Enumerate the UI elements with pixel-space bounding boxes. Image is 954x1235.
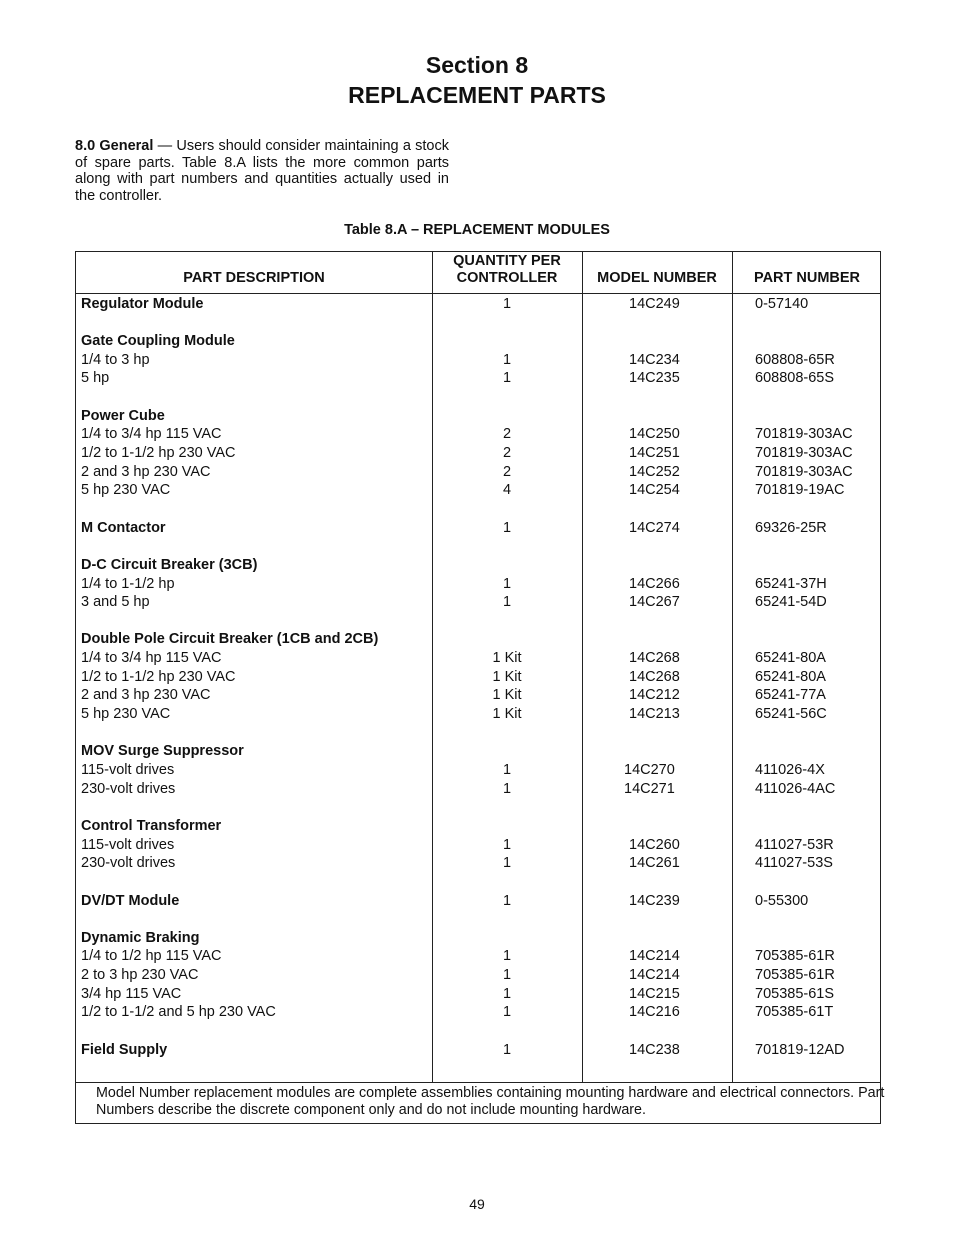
quantity-cell: 4 — [502, 482, 512, 498]
model-number-cell: 14C267 — [629, 594, 680, 610]
section-heading: Section 8 — [425, 52, 529, 78]
part-description-cell: 230-volt drives — [81, 781, 176, 797]
model-number-cell: 14C268 — [629, 650, 680, 666]
part-description-cell: 1/4 to 3/4 hp 115 VAC — [81, 650, 222, 666]
part-number-cell: 705385-61R — [755, 967, 835, 983]
part-description-cell: Power Cube — [81, 408, 165, 424]
table-row — [76, 369, 880, 387]
general-heading: 8.0 General — [75, 138, 154, 154]
table-row — [76, 668, 880, 686]
model-number-cell: 14C212 — [629, 687, 680, 703]
part-number-cell: 608808-65R — [755, 352, 835, 368]
quantity-cell: 1 — [502, 837, 512, 853]
note-divider — [76, 1082, 880, 1083]
model-number-cell: 14C215 — [629, 986, 680, 1002]
part-number-cell: 701819-303AC — [755, 426, 853, 442]
table-row — [76, 836, 880, 854]
quantity-cell: 1 — [502, 370, 512, 386]
part-description-cell: Dynamic Braking — [81, 930, 200, 946]
quantity-cell: 1 — [502, 594, 512, 610]
table-row — [76, 761, 880, 779]
part-description-cell: 3/4 hp 115 VAC — [81, 986, 182, 1002]
model-number-cell: 14C254 — [629, 482, 680, 498]
model-number-cell: 14C239 — [629, 893, 680, 909]
part-number-cell: 65241-56C — [755, 706, 827, 722]
table-row — [76, 575, 880, 593]
quantity-cell: 1 — [502, 855, 512, 871]
model-number-cell: 14C234 — [629, 352, 680, 368]
quantity-cell: 1 — [502, 762, 512, 778]
quantity-cell: 1 — [502, 986, 512, 1002]
model-number-cell: 14C250 — [629, 426, 680, 442]
model-number-cell: 14C249 — [629, 296, 680, 312]
part-description-cell: 1/2 to 1-1/2 hp 230 VAC — [81, 445, 236, 461]
table-row — [76, 854, 880, 872]
header-quantity-line1: QUANTITY PER — [453, 253, 561, 269]
part-number-cell: 701819-12AD — [755, 1042, 845, 1058]
table-row — [76, 966, 880, 984]
table-row — [76, 407, 880, 425]
table-row — [76, 892, 880, 910]
quantity-cell: 2 — [502, 445, 512, 461]
part-description-cell: 115-volt drives — [81, 837, 175, 853]
model-number-cell: 14C268 — [629, 669, 680, 685]
quantity-cell: 1 — [502, 948, 512, 964]
model-number-cell: 14C252 — [629, 464, 680, 480]
model-number-cell: 14C266 — [629, 576, 680, 592]
part-description-cell: 3 and 5 hp — [81, 594, 150, 610]
model-number-cell: 14C214 — [629, 967, 680, 983]
part-description-cell: 2 to 3 hp 230 VAC — [81, 967, 199, 983]
header-part-description: PART DESCRIPTION — [183, 270, 325, 286]
header-divider — [76, 293, 880, 294]
part-number-cell: 0-57140 — [755, 296, 809, 312]
part-description-cell: 1/2 to 1-1/2 and 5 hp 230 VAC — [81, 1004, 276, 1020]
table-row — [76, 630, 880, 648]
part-number-cell: 701819-19AC — [755, 482, 845, 498]
quantity-cell: 1 Kit — [492, 650, 522, 666]
part-description-cell: 230-volt drives — [81, 855, 176, 871]
table-row — [76, 1041, 880, 1059]
part-number-cell: 65241-37H — [755, 576, 827, 592]
quantity-cell: 1 — [502, 1042, 512, 1058]
table-row — [76, 742, 880, 760]
page-title: REPLACEMENT PARTS — [348, 82, 606, 108]
part-description-cell: 2 and 3 hp 230 VAC — [81, 687, 211, 703]
header-model-number: MODEL NUMBER — [597, 270, 717, 286]
part-description-cell: 1/4 to 3 hp — [81, 352, 150, 368]
part-number-cell: 608808-65S — [755, 370, 835, 386]
part-number-cell: 411027-53R — [755, 837, 834, 853]
replacement-modules-table — [75, 251, 885, 1124]
model-number-cell: 14C270 — [624, 762, 675, 778]
part-number-cell: 705385-61R — [755, 948, 835, 964]
part-description-cell: M Contactor — [81, 520, 166, 536]
table-caption: Table 8.A – REPLACEMENT MODULES — [344, 222, 610, 238]
model-number-cell: 14C216 — [629, 1004, 680, 1020]
model-number-cell: 14C213 — [629, 706, 680, 722]
table-row — [76, 1003, 880, 1021]
part-description-cell: 1/4 to 1-1/2 hp — [81, 576, 175, 592]
table-row — [76, 649, 880, 667]
part-description-cell: 1/2 to 1-1/2 hp 230 VAC — [81, 669, 236, 685]
part-number-cell: 0-55300 — [755, 893, 809, 909]
quantity-cell: 2 — [502, 426, 512, 442]
page-number: 49 — [469, 1196, 485, 1212]
model-number-cell: 14C260 — [629, 837, 680, 853]
table-row — [76, 780, 880, 798]
general-text: — Users should consider maintaining a stock of spare parts. Table 8.A lists the more common parts along with part numbers and quantities actually used in the controller. — [75, 138, 449, 204]
table-row — [76, 444, 880, 462]
table-footnote: Model Number replacement modules are complete assemblies containing mounting hardware and electrical connectors. Part Numbers describe the discrete component only and do not include mounting hardware. — [96, 1085, 885, 1118]
part-description-cell: D-C Circuit Breaker (3CB) — [81, 557, 258, 573]
header-quantity-line2: CONTROLLER — [456, 270, 558, 286]
part-number-cell: 701819-303AC — [755, 464, 853, 480]
part-number-cell: 69326-25R — [755, 520, 827, 536]
part-description-cell: 1/4 to 1/2 hp 115 VAC — [81, 948, 222, 964]
table-row — [76, 295, 880, 313]
part-description-cell: Regulator Module — [81, 296, 204, 312]
part-description-cell: Field Supply — [81, 1042, 168, 1058]
quantity-cell: 2 — [502, 464, 512, 480]
part-description-cell: Control Transformer — [81, 818, 222, 834]
table-row — [76, 425, 880, 443]
table-row — [76, 556, 880, 574]
model-number-cell: 14C238 — [629, 1042, 680, 1058]
part-number-cell: 705385-61T — [755, 1004, 834, 1020]
general-paragraph — [75, 138, 449, 204]
part-number-cell: 65241-80A — [755, 650, 826, 666]
model-number-cell: 14C251 — [629, 445, 680, 461]
part-description-cell: MOV Surge Suppressor — [81, 743, 244, 759]
table-row — [76, 351, 880, 369]
quantity-cell: 1 Kit — [492, 687, 522, 703]
part-description-cell: DV/DT Module — [81, 893, 180, 909]
quantity-cell: 1 Kit — [492, 669, 522, 685]
quantity-cell: 1 — [502, 1004, 512, 1020]
quantity-cell: 1 — [502, 520, 512, 536]
part-number-cell: 701819-303AC — [755, 445, 853, 461]
quantity-cell: 1 — [502, 576, 512, 592]
part-number-cell: 65241-77A — [755, 687, 826, 703]
part-description-cell: Gate Coupling Module — [81, 333, 235, 349]
table-row — [76, 985, 880, 1003]
part-description-cell: 5 hp — [81, 370, 110, 386]
part-number-cell: 65241-80A — [755, 669, 826, 685]
table-row — [76, 463, 880, 481]
part-description-cell: 5 hp 230 VAC — [81, 706, 171, 722]
table-row — [76, 686, 880, 704]
quantity-cell: 1 — [502, 352, 512, 368]
quantity-cell: 1 — [502, 781, 512, 797]
model-number-cell: 14C235 — [629, 370, 680, 386]
quantity-cell: 1 — [502, 967, 512, 983]
part-number-cell: 411027-53S — [755, 855, 833, 871]
part-description-cell: 5 hp 230 VAC — [81, 482, 171, 498]
model-number-cell: 14C271 — [624, 781, 675, 797]
table-row — [76, 593, 880, 611]
part-description-cell: 1/4 to 3/4 hp 115 VAC — [81, 426, 222, 442]
table-row — [76, 947, 880, 965]
header-part-number: PART NUMBER — [753, 270, 861, 286]
part-description-cell: 115-volt drives — [81, 762, 175, 778]
table-row — [76, 817, 880, 835]
table-row — [76, 705, 880, 723]
part-description-cell: 2 and 3 hp 230 VAC — [81, 464, 211, 480]
table-row — [76, 929, 880, 947]
model-number-cell: 14C214 — [629, 948, 680, 964]
part-number-cell: 411026-4X — [755, 762, 825, 778]
table-row — [76, 481, 880, 499]
model-number-cell: 14C274 — [629, 520, 680, 536]
part-number-cell: 705385-61S — [755, 986, 835, 1002]
quantity-cell: 1 Kit — [492, 706, 522, 722]
part-number-cell: 65241-54D — [755, 594, 827, 610]
model-number-cell: 14C261 — [629, 855, 680, 871]
part-number-cell: 411026-4AC — [755, 781, 836, 797]
table-row — [76, 519, 880, 537]
quantity-cell: 1 — [502, 296, 512, 312]
quantity-cell: 1 — [502, 893, 512, 909]
table-row — [76, 332, 880, 350]
part-description-cell: Double Pole Circuit Breaker (1CB and 2CB) — [81, 631, 379, 647]
